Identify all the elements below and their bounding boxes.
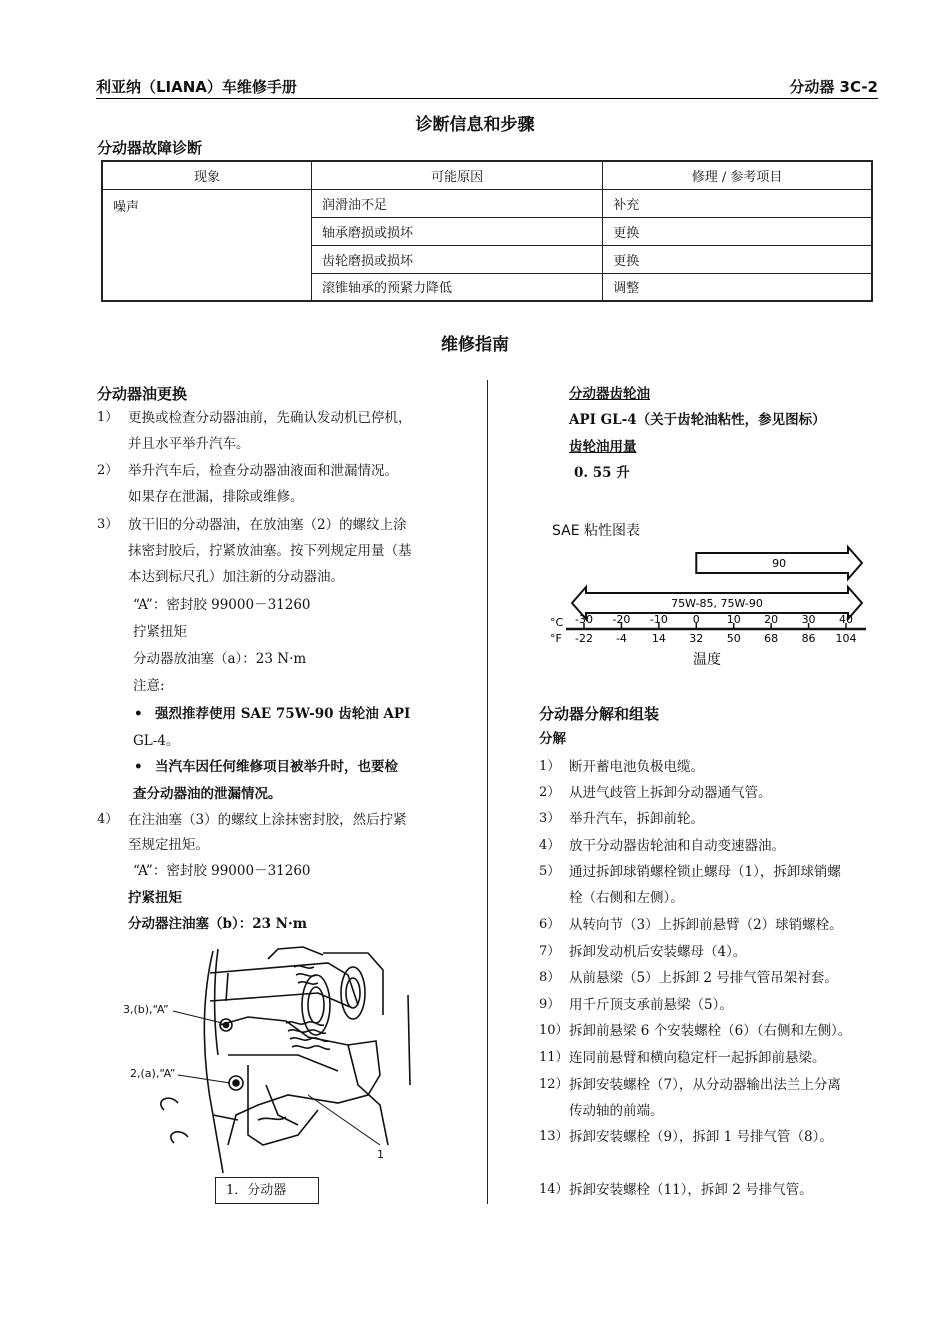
fix-cell: 更换 xyxy=(603,217,872,245)
fahrenheit-tick-label: -22 xyxy=(575,632,593,645)
celsius-axis-label: °C xyxy=(550,616,564,629)
fahrenheit-tick-label: 14 xyxy=(651,632,666,645)
celsius-tick-label: 40 xyxy=(839,613,853,626)
step-text: 拆卸安装螺栓（9），拆卸 1 号排气管（8）。 xyxy=(569,1129,833,1145)
step-text: 放干分动器齿轮油和自动变速器油。 xyxy=(569,838,785,854)
step-text: 拆卸安装螺栓（11），拆卸 2 号排气管。 xyxy=(569,1182,813,1198)
bullet-icon: • xyxy=(134,706,143,722)
step-text: 如果存在泄漏，排除或维修。 xyxy=(128,489,304,505)
step-text: 从转向节（3）上拆卸前悬臂（2）球销螺栓。 xyxy=(569,917,843,933)
fill-torque-spec: 分动器注油塞（b）：23 N·m xyxy=(128,916,307,932)
fix-cell: 更换 xyxy=(603,245,872,273)
note-text: 查分动器油的泄漏情况。 xyxy=(133,786,282,802)
step-text: 拆卸前悬梁 6 个安装螺栓（6）（右侧和左侧）。 xyxy=(569,1023,852,1039)
celsius-tick-label: 0 xyxy=(692,613,700,626)
step-text: 栓（右侧和左侧）。 xyxy=(569,890,684,906)
step-number: 6） xyxy=(539,917,561,932)
step-number: 3） xyxy=(539,811,561,826)
cause-cell: 滚锥轴承的预紧力降低 xyxy=(311,273,602,301)
celsius-tick-label: 20 xyxy=(764,613,779,626)
figure-label-fill-plug: 3,(b),“A” xyxy=(123,1003,169,1016)
fahrenheit-axis-label: °F xyxy=(550,632,562,645)
drain-torque-spec: 分动器放油塞（a）：23 N·m xyxy=(133,651,307,667)
section-title-diagnosis: 诊断信息和步骤 xyxy=(415,115,535,135)
step-number: 4） xyxy=(539,838,561,853)
step-number: 9） xyxy=(539,997,561,1012)
oil-change-title: 分动器油更换 xyxy=(97,385,188,403)
cause-cell: 轴承磨损或损坏 xyxy=(311,217,602,245)
chart-title: SAE 粘性图表 xyxy=(552,523,641,539)
fahrenheit-tick-label: -4 xyxy=(615,632,627,645)
column-divider xyxy=(487,380,488,1204)
fahrenheit-tick-label: 104 xyxy=(835,632,857,645)
step-number: 4） xyxy=(97,812,119,827)
sealant-spec: “A”：密封胶 99000－31260 xyxy=(133,597,311,613)
step-number: 2） xyxy=(539,785,561,800)
step-text: 通过拆卸球销螺栓锁止螺母（1），拆卸球销螺 xyxy=(569,864,841,880)
fix-cell: 补充 xyxy=(603,189,872,217)
figure-label-transfer-case: 1 xyxy=(377,1148,384,1161)
sealant-spec: “A”：密封胶 99000－31260 xyxy=(133,863,311,879)
step-text: 传动轴的前端。 xyxy=(569,1103,664,1119)
note-label: 注意: xyxy=(133,678,165,694)
bullet-icon: • xyxy=(134,759,143,775)
celsius-tick-label: 10 xyxy=(726,613,741,626)
manual-title: 利亚纳（LIANA）车维修手册 xyxy=(96,78,297,96)
step-number: 1） xyxy=(97,410,119,425)
step-text: 抹密封胶后，拧紧放油塞。按下列规定用量（基 xyxy=(128,543,412,559)
cause-cell: 齿轮磨损或损坏 xyxy=(311,245,602,273)
step-text: 举升汽车，拆卸前轮。 xyxy=(569,811,704,827)
figure-caption: 1．分动器 xyxy=(215,1177,319,1204)
step-number: 2） xyxy=(97,463,119,478)
step-number: 14） xyxy=(539,1182,569,1197)
step-number: 1） xyxy=(539,759,561,774)
step-text: 并且水平举升汽车。 xyxy=(128,436,250,452)
celsius-tick-label: -30 xyxy=(575,613,593,626)
step-text: 拆卸发动机后安装螺母（4）。 xyxy=(569,944,747,960)
viscosity-range-label: 75W-85, 75W-90 xyxy=(671,597,763,610)
fahrenheit-tick-label: 68 xyxy=(764,632,779,645)
disassembly-subtitle: 分解 xyxy=(539,731,566,747)
torque-label: 拧紧扭矩 xyxy=(128,890,182,906)
gear-oil-quantity-title: 齿轮油用量 xyxy=(569,439,637,455)
step-text: 更换或检查分动器油前，先确认发动机已停机， xyxy=(128,410,412,426)
fahrenheit-tick-label: 50 xyxy=(726,632,741,645)
step-text: 连同前悬臂和横向稳定杆一起拆卸前悬梁。 xyxy=(569,1050,826,1066)
note-text: 当汽车因任何维修项目被举升时，也要检 xyxy=(155,759,398,775)
gear-oil-quantity: 0. 55 升 xyxy=(574,465,630,481)
torque-label: 拧紧扭矩 xyxy=(133,624,187,640)
table-header-cell: 现象 xyxy=(102,161,311,189)
step-text: 举升汽车后，检查分动器油液面和泄漏情况。 xyxy=(128,463,398,479)
fahrenheit-tick-label: 32 xyxy=(689,632,704,645)
gear-oil-title: 分动器齿轮油 xyxy=(569,386,650,402)
figure-label-drain-plug: 2,(a),“A” xyxy=(130,1067,176,1080)
celsius-tick-label: -10 xyxy=(649,613,668,626)
step-number: 10） xyxy=(539,1023,569,1038)
table-row xyxy=(102,189,872,217)
step-text: 从前悬梁（5）上拆卸 2 号排气管吊架衬套。 xyxy=(569,970,838,986)
step-number: 11） xyxy=(539,1050,569,1065)
table-header-cell: 可能原因 xyxy=(311,161,602,189)
fix-cell: 调整 xyxy=(603,273,872,301)
symptom-cell: 噪声 xyxy=(102,189,311,301)
diagnosis-table xyxy=(101,160,873,302)
step-number: 7） xyxy=(539,944,561,959)
step-text: 从进气歧管上拆卸分动器通气管。 xyxy=(569,785,772,801)
cause-cell: 润滑油不足 xyxy=(311,189,602,217)
step-text: 用千斤顶支承前悬梁（5）。 xyxy=(569,997,733,1013)
step-number: 8） xyxy=(539,970,561,985)
step-number: 12） xyxy=(539,1077,569,1092)
header-rule xyxy=(96,98,878,99)
disassembly-title: 分动器分解和组装 xyxy=(539,705,660,723)
note-text: 强烈推荐使用 SAE 75W-90 齿轮油 API xyxy=(155,706,411,722)
step-number: 13） xyxy=(539,1129,569,1144)
step-text: 拆卸安装螺栓（7），从分动器输出法兰上分离 xyxy=(569,1077,841,1093)
step-number: 5） xyxy=(539,864,561,879)
chart-xlabel: 温度 xyxy=(693,652,721,668)
subsection-title-fault-diagnosis: 分动器故障诊断 xyxy=(97,139,203,157)
fahrenheit-tick-label: 86 xyxy=(801,632,816,645)
viscosity-range-label: 90 xyxy=(772,557,787,570)
note-text: GL-4。 xyxy=(133,733,180,749)
step-text: 断开蓄电池负极电缆。 xyxy=(569,759,704,775)
table-header-cell: 修理 / 参考项目 xyxy=(603,161,872,189)
step-text: 本达到标尺孔）加注新的分动器油。 xyxy=(128,569,344,585)
celsius-tick-label: -20 xyxy=(612,613,631,626)
table-header-row xyxy=(102,161,872,189)
step-text: 至规定扭矩。 xyxy=(128,837,209,853)
gear-oil-spec: API GL-4（关于齿轮油粘性，参见图标） xyxy=(569,412,826,428)
page-number: 分动器 3C-2 xyxy=(789,78,878,96)
section-title-service: 维修指南 xyxy=(441,335,509,355)
sae-viscosity-chart xyxy=(540,535,880,675)
celsius-tick-label: 30 xyxy=(801,613,816,626)
step-text: 在注油塞（3）的螺纹上涂抹密封胶，然后拧紧 xyxy=(128,812,407,828)
step-number: 3） xyxy=(97,517,119,532)
transfer-case-figure xyxy=(118,945,418,1175)
step-text: 放干旧的分动器油，在放油塞（2）的螺纹上涂 xyxy=(128,517,407,533)
